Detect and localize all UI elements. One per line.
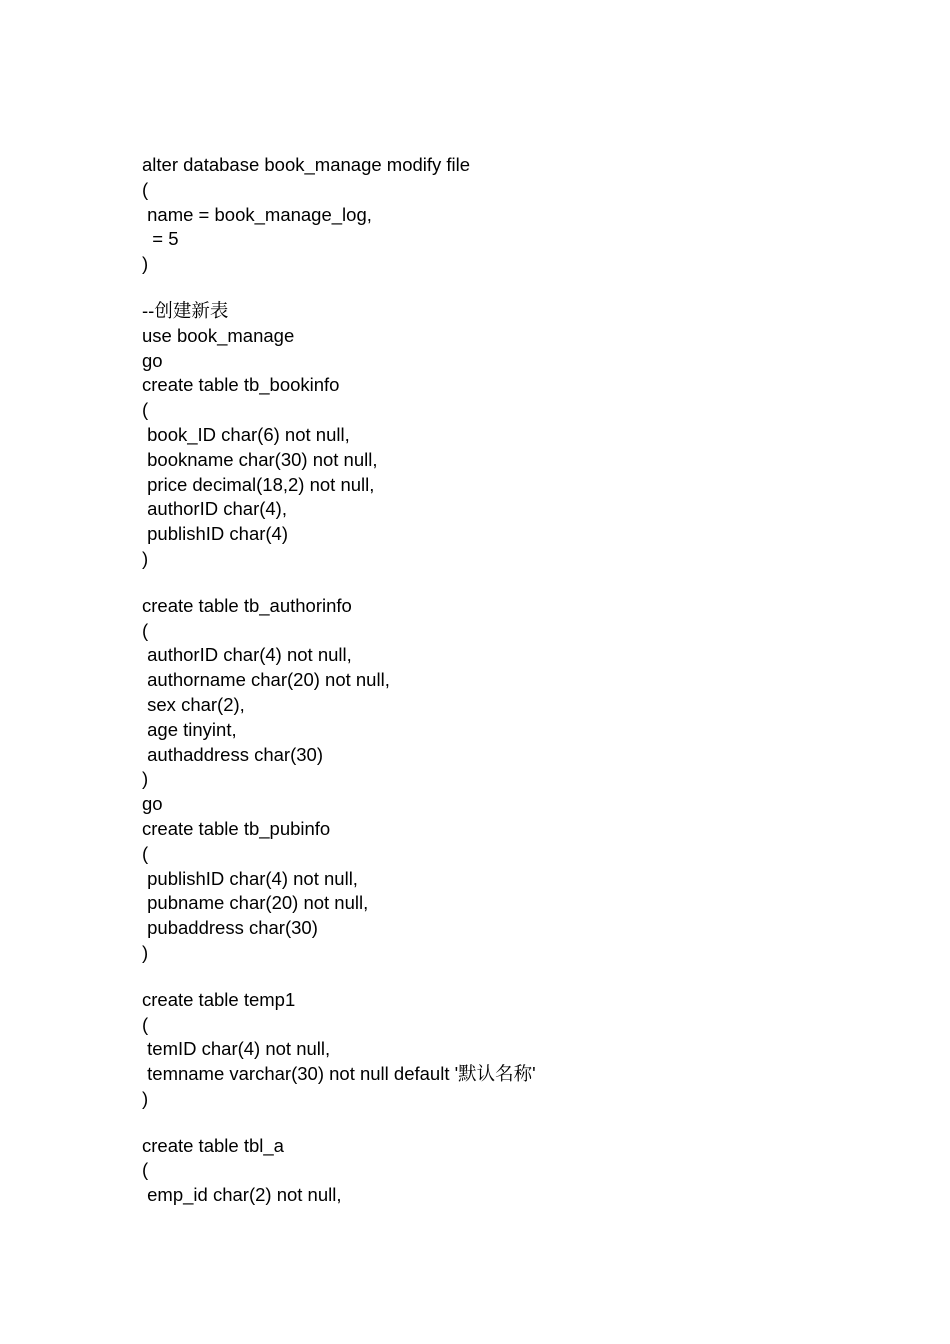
code-line: authorname char(20) not null, xyxy=(142,669,390,691)
code-line: ) xyxy=(142,547,149,569)
code-line: ( xyxy=(142,1013,149,1035)
code-line: ( xyxy=(142,842,149,864)
code-line: temID char(4) not null, xyxy=(142,1038,331,1060)
alter-database-section xyxy=(142,153,902,277)
section-spacer xyxy=(142,277,902,299)
code-line: create table tbl_a xyxy=(142,1134,284,1156)
section-spacer xyxy=(142,966,902,988)
code-line: ( xyxy=(142,178,149,200)
code-line: name = book_manage_log, xyxy=(142,203,372,225)
create-bookinfo-section xyxy=(142,299,902,572)
code-line: ) xyxy=(142,253,149,275)
section-spacer xyxy=(142,1112,902,1134)
create-authorinfo-pubinfo-section xyxy=(142,594,902,966)
code-line: alter database book_manage modify file xyxy=(142,154,471,175)
code-line: authaddress char(30) xyxy=(142,743,323,765)
create-temp1-section xyxy=(142,988,902,1112)
code-line: emp_id char(2) not null, xyxy=(142,1184,342,1206)
code-line: book_ID char(6) not null, xyxy=(142,423,350,445)
code-line: use book_manage xyxy=(142,324,295,346)
code-line: create table tb_authorinfo xyxy=(142,594,352,616)
code-line: pubaddress char(30) xyxy=(142,917,318,939)
code-line: create table tb_bookinfo xyxy=(142,374,340,396)
code-line: sex char(2), xyxy=(142,693,245,715)
code-line: ) xyxy=(142,1087,149,1109)
code-line: ) xyxy=(142,941,149,963)
code-line: = 5 xyxy=(142,228,179,250)
code-line: authorID char(4) not null, xyxy=(142,644,352,666)
create-tbl-a-section xyxy=(142,1134,902,1208)
code-line: publishID char(4) xyxy=(142,523,289,545)
sql-code-block xyxy=(142,153,902,1208)
code-line: bookname char(30) not null, xyxy=(142,448,378,470)
code-line: ( xyxy=(142,619,149,641)
code-line: create table temp1 xyxy=(142,988,296,1010)
code-line: create table tb_pubinfo xyxy=(142,817,331,839)
code-comment-line: --创建新表 xyxy=(142,299,229,321)
code-line: go xyxy=(142,349,163,371)
code-line: pubname char(20) not null, xyxy=(142,892,369,914)
code-line: publishID char(4) not null, xyxy=(142,867,358,889)
code-line: ( xyxy=(142,1159,149,1181)
code-line: age tinyint, xyxy=(142,718,237,740)
code-line: ) xyxy=(142,768,149,790)
code-line: authorID char(4), xyxy=(142,498,287,520)
section-spacer xyxy=(142,572,902,594)
code-line: go xyxy=(142,793,163,815)
code-line: price decimal(18,2) not null, xyxy=(142,473,375,495)
code-line: temname varchar(30) not null default '默认名称' xyxy=(142,1063,536,1085)
code-line: ( xyxy=(142,399,149,421)
